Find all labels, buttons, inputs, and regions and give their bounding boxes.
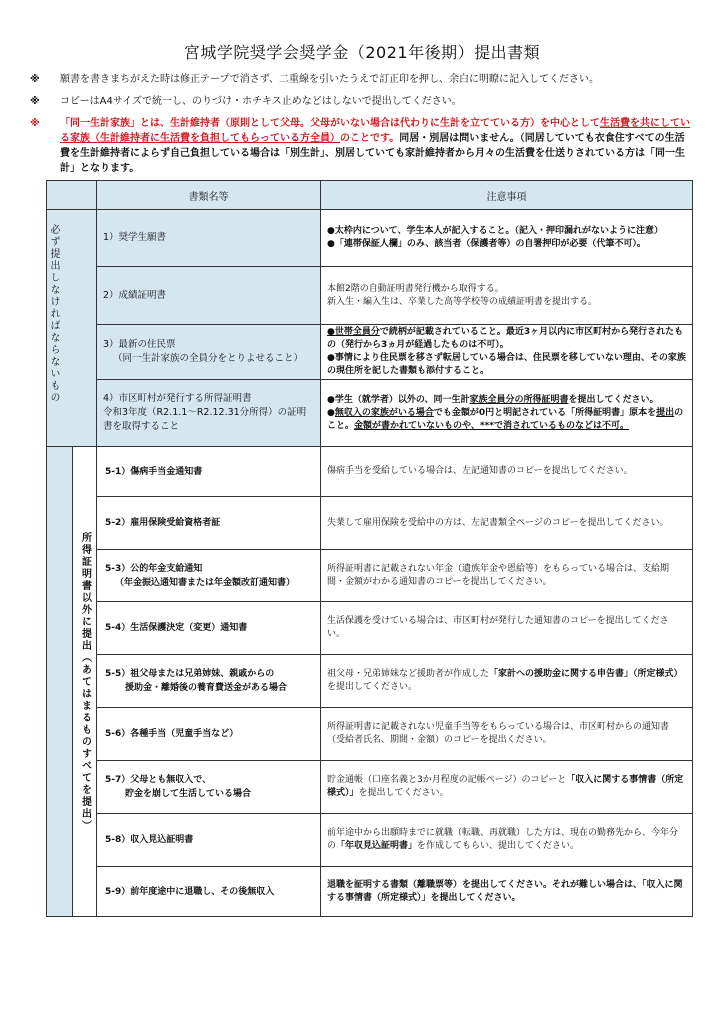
table-header-row bbox=[47, 181, 693, 210]
note-text: ● bbox=[327, 407, 335, 418]
note-line bbox=[327, 407, 686, 433]
doc-name-line: （年金振込通知書または年金額改訂通知書） bbox=[115, 577, 296, 588]
note-text: で続柄が記載されていること。最近3ヶ月以内に市区町村から発行されたもの（発行から3ヵ月が経過したものは不可）。 bbox=[327, 327, 684, 350]
table-row bbox=[47, 602, 693, 655]
doc-notes: 生活保護を受けている場合は、市区町村が発行した通知書のコピーを提出してください。 bbox=[321, 602, 693, 655]
note-text: を提出してください。 bbox=[358, 788, 449, 798]
note-emphasis: 無収入の家族がいる場合 bbox=[334, 407, 434, 418]
doc-name: 1）奨学生願書 bbox=[97, 210, 321, 267]
doc-name bbox=[97, 325, 321, 380]
note-emphasis: 「収入に関する事情書（所定様式）」 bbox=[327, 775, 684, 798]
doc-notes bbox=[321, 867, 693, 917]
group-other-cell bbox=[73, 447, 97, 917]
header-blank bbox=[47, 181, 97, 210]
note-red-text: のことです。 bbox=[340, 133, 400, 144]
doc-name: 5-1）傷病手当金通知書 bbox=[97, 447, 321, 497]
table-row bbox=[47, 655, 693, 708]
doc-notes bbox=[321, 380, 693, 447]
note-text: 前年途中から出願時までに就職（転職、再就職）した方は、現在の勤務先から、今年分の bbox=[327, 828, 679, 851]
doc-name: 5-9）前年度途中に退職し、その後無収入 bbox=[97, 867, 321, 917]
doc-name-line: （同一生計家族の全員分をとりよせること） bbox=[113, 353, 304, 364]
doc-notes: 所得証明書に記載されない年金（遺族年金や恩給等）をもらっている場合は、支給期間・金額がわかる通知書のコピーを提出してください。 bbox=[321, 550, 693, 602]
note-text: を提出してください。 bbox=[327, 682, 418, 692]
doc-notes bbox=[321, 325, 693, 380]
table-row bbox=[47, 380, 693, 447]
doc-name: 4）市区町村が発行する所得証明書 令和3年度（R2.1.1～R2.12.31分所得）の証明書を取得すること bbox=[97, 380, 321, 447]
table-row bbox=[47, 325, 693, 380]
doc-notes: 傷病手当を受給している場合は、左記通知書のコピーを提出してください。 bbox=[321, 447, 693, 497]
note-emphasis: ●世帯全員分 bbox=[327, 327, 380, 337]
note-red-underlined: 生活費を共にしている家族（生計維持者に生活費を負担してもらっている方全員） bbox=[60, 118, 690, 144]
doc-name-line: 5-3）公的年金支給通知 bbox=[105, 563, 203, 574]
note-line bbox=[327, 394, 686, 407]
page-title: 宮城学院奨学会奨学金（2021年後期）提出書類 bbox=[183, 43, 541, 62]
note-1 bbox=[30, 72, 692, 87]
doc-name: 5-8）収入見込証明書 bbox=[97, 814, 321, 867]
doc-name: 5-2）雇用保険受給資格者証 bbox=[97, 497, 321, 550]
note-line: ●太枠内について、学生本人が記入すること。（記入・押印漏れがないように注意） bbox=[327, 226, 663, 236]
doc-name-line: 5-7）父母とも無収入で、 bbox=[105, 775, 212, 785]
doc-notes bbox=[321, 210, 693, 267]
note-text: ●学生（就学者）以外の、同一生計 bbox=[327, 394, 470, 405]
note-3 bbox=[30, 116, 692, 176]
note-text: コピーはA4サイズで統一し、のりづけ・ホチキス止めなどはしないで提出してください。 bbox=[60, 96, 462, 107]
doc-notes bbox=[321, 655, 693, 708]
doc-name-line: 援助金・離婚後の養育費送金がある場合 bbox=[125, 683, 288, 693]
doc-notes bbox=[321, 761, 693, 814]
group-other-label: 所得証明書以外に提出（あてはまるものすべてを提出） bbox=[79, 531, 91, 832]
doc-notes: 所得証明書に記載されない児童手当等をもらっている場合は、市区町村からの通知書（受給者氏名、期間・金額）のコピーを提出ください。 bbox=[321, 708, 693, 761]
note-2 bbox=[30, 94, 692, 109]
table-row bbox=[47, 550, 693, 602]
table-row bbox=[47, 761, 693, 814]
doc-name-line: 5-5）祖父母または兄弟姉妹、親戚からの bbox=[105, 669, 275, 679]
documents-table bbox=[46, 180, 693, 917]
table-row bbox=[47, 447, 693, 497]
group-spacer bbox=[47, 447, 73, 917]
note-text: を提出してください。 bbox=[430, 892, 521, 903]
note-emphasis: 金額が書かれていないものや、***で消されているものなどは不可。 bbox=[354, 420, 629, 431]
note-text: 祖父母・兄弟姉妹など援助者が作成した bbox=[327, 669, 490, 679]
note-text: 願書を書きまちがえた時は修正テープで消さず、二重線を引いたうえで訂正印を押し、余白に明瞭に記入してください。 bbox=[60, 74, 599, 85]
note-mark: ※ bbox=[30, 74, 40, 85]
note-text: を提出してください。 bbox=[568, 394, 659, 405]
doc-name: 5-6）各種手当（児童手当など） bbox=[97, 708, 321, 761]
group-required-label: 必ず提出しなければならないもの bbox=[48, 224, 59, 404]
doc-name-line: 3）最新の住民票 bbox=[103, 339, 176, 350]
note-red-text: 「同一生計家族」とは、生計維持者（原則として父母。父母がいない場合は代わりに生計を立てている方）を中心として bbox=[60, 118, 600, 129]
note-line bbox=[327, 326, 686, 352]
table-row bbox=[47, 267, 693, 325]
note-mark: ※ bbox=[30, 96, 40, 107]
note-emphasis: 「家計への援助金に関する申告書」（所定様式） bbox=[489, 669, 683, 679]
table-row bbox=[47, 210, 693, 267]
note-line: ●事情により住民票を移さず転居している場合は、住民票を移していない理由、その家族の現住所を記した書類も添付すること。 bbox=[327, 353, 686, 376]
note-text: でも金額が0円と明記されている「所得証明書」原本を bbox=[433, 407, 657, 418]
note-text: 貯金通帳（口座名義と3か月程度の記帳ページ）のコピーと bbox=[327, 775, 567, 785]
header-document-name: 書類名等 bbox=[97, 181, 321, 210]
table-row bbox=[47, 497, 693, 550]
doc-name: 5-4）生活保護決定（変更）通知書 bbox=[97, 602, 321, 655]
note-emphasis: 「年収見込証明書」 bbox=[336, 841, 418, 851]
note-emphasis: 提出 bbox=[656, 407, 675, 418]
note-text: 退職を証明する書類（離職票等）を提出してください。それが難しい場合は、 bbox=[327, 879, 643, 890]
doc-notes bbox=[321, 814, 693, 867]
note-line: ●「連帯保証人欄」のみ、該当者（保護者等）の自署押印が必要（代筆不可）。 bbox=[327, 239, 646, 249]
doc-name bbox=[97, 761, 321, 814]
note-text: 同居・別居は問いません。（同居していても衣食住すべての生活費を生計維持者によらず自己負担している場合は「別生計」、別居していても家計維持者から月々の生活費を仕送りされている方は「同一生計」となります。 bbox=[60, 133, 685, 174]
note-text: のこと。 bbox=[327, 407, 684, 431]
note-emphasis: 家族全員分の所得証明書 bbox=[469, 394, 569, 405]
header-notes: 注意事項 bbox=[321, 181, 693, 210]
doc-name bbox=[97, 550, 321, 602]
doc-name-line: 貯金を崩して生活している場合 bbox=[125, 789, 252, 799]
doc-notes: 本館2階の自動証明書発行機から取得する。 新入生・編入生は、卒業した高等学校等の成績証明書を提出する。 bbox=[321, 267, 693, 325]
doc-notes: 失業して雇用保険を受給中の方は、左記書類全ページのコピーを提出してください。 bbox=[321, 497, 693, 550]
note-mark: ※ bbox=[30, 118, 40, 129]
table-row bbox=[47, 708, 693, 761]
note-emphasis: 「収入に関する事情書（所定様式）」 bbox=[327, 879, 683, 903]
table-row bbox=[47, 867, 693, 917]
doc-name: 2）成績証明書 bbox=[97, 267, 321, 325]
note-text: を作成してもらい、提出してください。 bbox=[417, 841, 580, 851]
group-required-cell bbox=[47, 210, 97, 447]
table-row bbox=[47, 814, 693, 867]
doc-name bbox=[97, 655, 321, 708]
